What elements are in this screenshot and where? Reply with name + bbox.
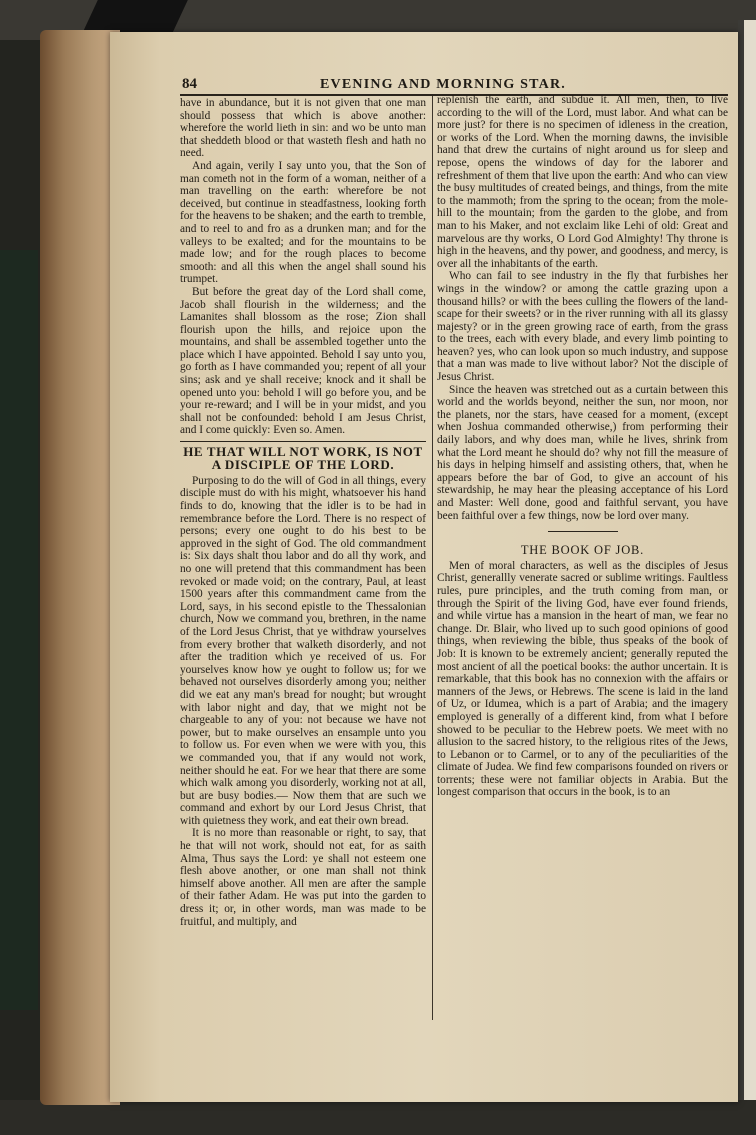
article-heading: THE BOOK OF JOB.: [520, 543, 645, 558]
paragraph: It is no more than reasonable or right, to say, that he that will not work, should not eat, for as saith Alma, Thus says the Lord: ye shall not esteem one flesh above another, or one man shall not think himself above another. All men are after the sample of their father Adam. He was put into the garden to dress it; or, in other words, man was made to be fruitful, and multiply, and: [180, 827, 426, 928]
section-divider: [548, 531, 618, 532]
page-edge-stack: [40, 30, 120, 1105]
article-heading: HE THAT WILL NOT WORK, IS NOT A DISCIPLE OF THE LORD.: [183, 444, 423, 473]
paragraph: And again, verily I say unto you, that the Son of man cometh not in the form of a woman, neither of a man travelling on the earth: wherefore be not deceived, but continue in steadfastness, looking forth for the heavens to be shaken; and the earth to tremble, and to reel to and fro as a drunken man; and for the valleys to be exalted; and for the mountains to be made low; and for the rough places to become smooth: and all this when the angel shall sound his trumpet.: [180, 159, 426, 286]
page-number: 84: [182, 76, 197, 92]
background-bottom: [0, 1100, 756, 1135]
paragraph: Who can fail to see industry in the fly that furbishes her wings in the window? or among the cattle grazing upon a thousand hills? or with the bees culling the flowers of the land-scape for their sweets? or in the river running with all its glassy majesty? or in the green growing race of earth, from the grass to the trees, each with every blade, and every limb pointing to heaven? yes, who can look upon so much industry, and suppose that a man was made to live without labor? Not the disciple of Jesus Christ.: [437, 270, 728, 384]
facing-page-shadow: [738, 20, 744, 1100]
section-divider: [180, 441, 426, 442]
background-cloth: [0, 250, 38, 1010]
paragraph: Since the heaven was stretched out as a curtain between this world and the worlds beyond, neither the sun, nor moon, nor the planets, nor the stars, have ceased for a moment, (except when Joshua commanded otherwise,) from performing their daily labors, and why does man, while he lives, shrink from what the Lord meant he should do? why not fill the measure of his days in helping himself and assisting others, that, when he appears before the bar of God, to give an account of his stewardship, he may hear the pleasing acceptance of his Lord and Master: Well done, good and faithful servant, you have been faithful over a few things, now be lord over many.: [437, 383, 728, 522]
facing-page-edge: [738, 20, 756, 1100]
left-column: [180, 97, 426, 1019]
column-divider: [432, 96, 433, 1020]
paragraph: replenish the earth, and subdue it. All men, then, to live according to the will of the Lord, must labor. And what can be more just? for there is no specimen of idleness in the creation, or works of the Lord. When the morning dawns, the invisible hand that drew the curtains of night around us for sleep and repose, opens the windows of day for the laborer and refreshment of them that live upon the earth: And who can view the busy multitudes of created beings, and things, from the mite to the mammoth; from the spring to the ocean; from the mole-hill to the mountain; from the garden to the globe, and from man to his Maker, and not exclaim like Lehi of old: Great and marvelous are thy works, O Lord God Almighty! Thy throne is high in the heavens, and thy power, and goodness, and mercy, is over all the inhabitants of the earth.: [437, 94, 728, 270]
paragraph: Purposing to do the will of God in all things, every disciple must do with his might, whatsoever his hand finds to do, knowing that the idler is to be had in remembrance before the Lord. There is no respect of persons; every one ought to do his best to be approved in the sight of God. The old commandment is: Six days shalt thou labor and do all thy work, and no one will pretend that this commandment has been revoked or made void; on the contrary, Paul, at least 1500 years after this commandment came from the Lord, says, in his second epistle to the Thessalonian church, Now we command you, brethren, in the name of the Lord Jesus Christ, that ye withdraw yourselves from every brother that walketh disorderly, and not after the tradition which ye received of us. For yourselves know how ye ought to follow us; for we behaved not ourselves disorderly among you; neither did we eat any man's bread for nought; but wrought with labor night and day, that we might not be chargeable to any of you: not because we have not power, but to make ourselves an ensample unto you to follow us. For even when we were with you, this we commanded you, that if any would not work, neither should he eat. For we hear that there are some which walk among you disorderly, working not at all, but are busy bodies.— Now them that are such we command and exhort by our Lord Jesus Christ, that with quietness they work, and eat their own bread.: [180, 474, 426, 827]
running-title: EVENING AND MORNING STAR.: [320, 77, 566, 92]
right-column: [437, 94, 728, 1016]
paragraph: Men of moral characters, as well as the disciples of Jesus Christ, generallly venerate sacred or sublime writings. Faultless rules, pure principles, and the truth coming from man, or through the Spirit of the living God, have ever found friends, and while virtue has a mansion in the heart of man, we fear no change. Dr. Blair, who lived up to such good opinions of good things, when reviewing the bible, thus speaks of the book of Job: It is known to be extremely ancient; generally reputed the most ancient of all the poetical books: the author uncertain. It is remarkable, that this book has no connexion with the affairs or manners of the Jews, or Hebrews. The scene is laid in the land of Uz, or Idumea, which is a part of Arabia; and the imagery employed is generally of a different kind, from what I before showed to be peculiar to the Hebrew poets. We meet with no allusion to the sacred history, to the religious rites of the Jews, to Lebanon or to Carmel, or to any of the peculiarities of the climate of Judea. We find few comparisons founded on rivers or torrents; these were not familiar objects in Arabia. But the longest comparison that occurs in the book, is to an: [437, 559, 728, 799]
paragraph: But before the great day of the Lord shall come, Jacob shall flourish in the wilderness; and the Lamanites shall blossom as the rose; Zion shall flourish upon the hills, and rejoice upon the mountains, and shall be assembled together unto the place which I have appointed. Behold I say unto you, go forth as I have commanded you; repent of all your sins; ask and ye shall receive; knock and it shall be opened unto you: behold I will go before you, and be your re-reward; and I will be in your midst, and you shall not be confounded: behold I am Jesus Christ, and I come quickly: Even so. Amen.: [180, 285, 426, 437]
paragraph: have in abundance, but it is not given that one man should possess that which is above another: wherefore the world lieth in sin: and wo be unto man that sheddeth blood or that wasteth flesh and hath no need.: [180, 97, 426, 160]
